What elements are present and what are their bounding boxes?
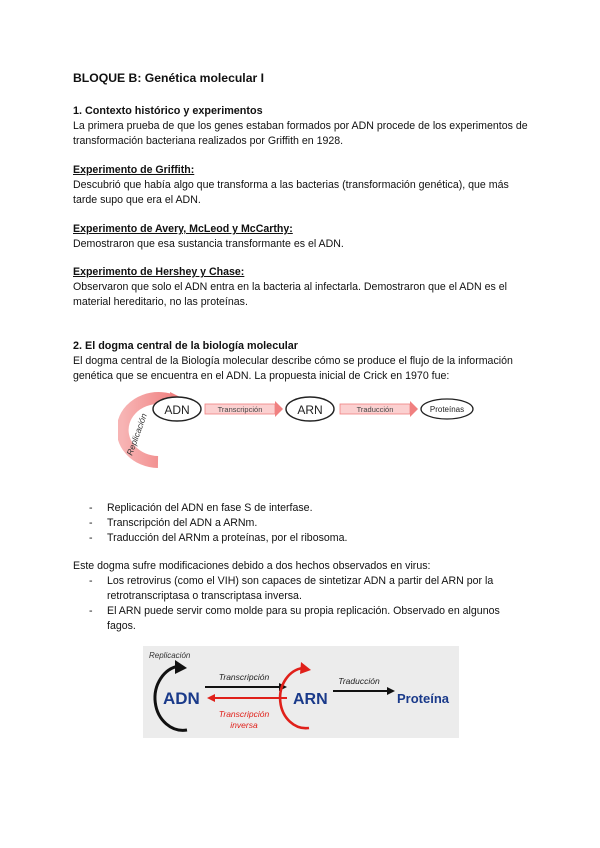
modified-dogma-diagram <box>143 646 459 738</box>
proteinas-label: Proteínas <box>429 405 465 414</box>
traduccion-label: Traducción <box>338 676 380 686</box>
hershey-line2: material hereditario, no las proteínas. <box>73 296 248 308</box>
section1-intro-line1: La primera prueba de que los genes estaban formados por ADN procede de los experimentos de <box>73 120 528 132</box>
arn-label: ARN <box>293 691 328 708</box>
page-title: BLOQUE B: Genética molecular I <box>73 71 264 85</box>
adn-label: ADN <box>164 403 190 417</box>
transcripcion-label: Transcripción <box>218 672 270 682</box>
central-dogma-diagram <box>118 390 488 470</box>
transcripcion-inversa-label-line1: Transcripción <box>218 709 270 719</box>
adn-label: ADN <box>163 689 200 708</box>
avery-line1: Demostraron que esa sustancia transformante es el ADN. <box>73 238 344 250</box>
replicacion-label: Replicación <box>149 651 191 660</box>
hershey-heading: Experimento de Hershey y Chase: <box>73 266 245 278</box>
griffith-line2: tarde supo que era el ADN. <box>73 194 201 206</box>
section1-intro-line2: transformación bacteriana realizados por Griffith en 1928. <box>73 135 344 147</box>
section2-intro-line1: El dogma central de la Biología molecular describe cómo se produce el flujo de la información <box>73 355 513 367</box>
proteina-label: Proteína <box>397 691 450 706</box>
transcripcion-inversa-label-line2: inversa <box>230 720 258 730</box>
modifications-intro: Este dogma sufre modificaciones debido a dos hechos observados en virus: <box>73 560 431 572</box>
griffith-heading: Experimento de Griffith: <box>73 164 195 176</box>
section2-heading: 2. El dogma central de la biología molecular <box>73 340 298 352</box>
section2-intro-line2: genética que se encuentra en el ADN. La propuesta inicial de Crick en 1970 fue: <box>73 370 450 382</box>
hershey-line1: Observaron que solo el ADN entra en la bacteria al infectarla. Demostraron que el ADN es el <box>73 281 507 293</box>
transcripcion-label: Transcripción <box>217 405 263 414</box>
traduccion-label: Traducción <box>356 405 394 414</box>
avery-heading: Experimento de Avery, McLeod y McCarthy: <box>73 223 293 235</box>
section1-heading: 1. Contexto histórico y experimentos <box>73 105 263 117</box>
transcripcion-arrow-icon <box>275 401 283 417</box>
replicacion-label: Replicación <box>124 411 149 457</box>
griffith-line1: Descubrió que había algo que transforma a las bacterias (transformación genética), que más <box>73 179 509 191</box>
traduccion-arrow-icon <box>410 401 418 417</box>
document-page: BLOQUE B: Genética molecular I 1. Contexto histórico y experimentos La primera prueba de que los genes estaban formados por ADN procede de los experimentos de transformación bacteriana realizados por Griffith en 1928. Experimento de Griffith: Descubrió que había algo que transforma a las bacterias (transformación genética), que más tarde supo que era el ADN. Experimento de Avery, McLeod y McCarthy: Demostraron que esa sustancia transformante es el ADN. Experimento de Hershey y Chase: Observaron que solo el ADN entra en la bacteria al infectarla. Demostraron que el ADN es el material hereditario, no las proteínas. 2. El dogma central de la biología molecular El dogma central de la Biología molecular describe cómo se produce el flujo de la información genética que se encuentra en el ADN. La propuesta inicial de Crick en 1970 fue: Replicación ADN Transcripción ARN Traducción Proteínas - Replicación del ADN en fase S de interfase. - Transcripción del ADN a ARNm. - Traducción del ARNm a proteínas, por el ribosoma. Este dogma sufre modificaciones debido a dos hechos observados en virus: - Los retrovirus (como el VIH) son capaces de sintetizar ADN a partir del ARN por la retrotranscriptasa o transcriptasa inversa. - El ARN puede servir como molde para su propia replicación. Observado en algunos fagos. Replicación ADN Transcripción Transcripción inversa ARN Traducción Proteína <box>0 0 600 848</box>
arn-label: ARN <box>297 403 323 417</box>
